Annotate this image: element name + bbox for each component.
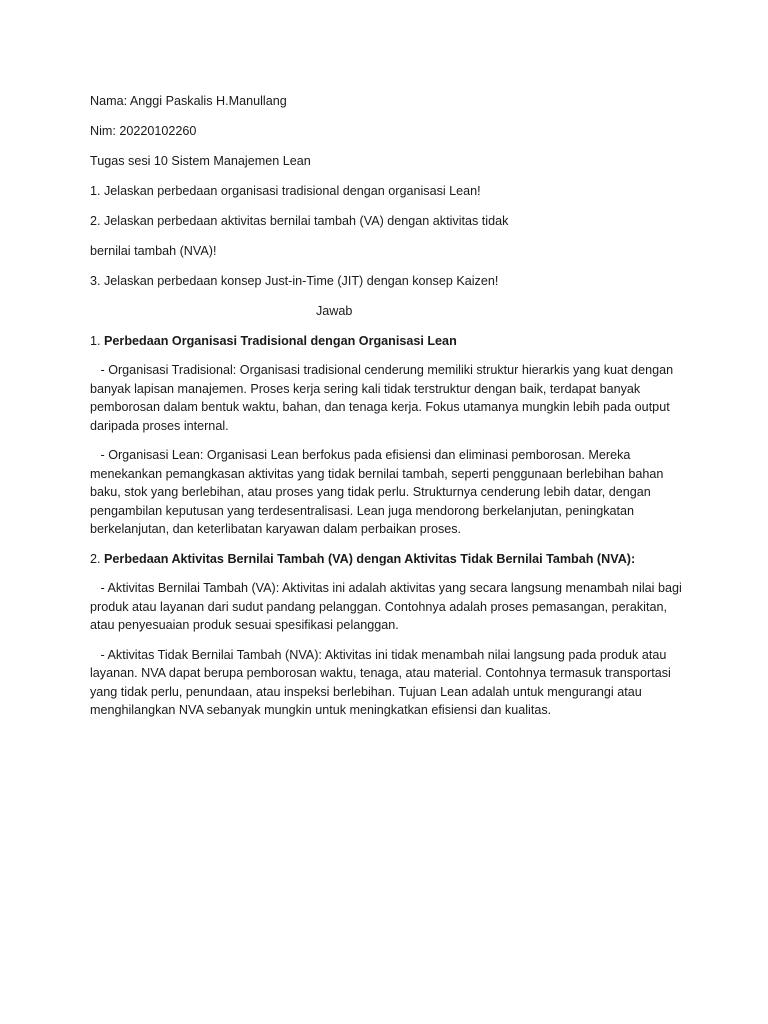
answer-heading: Jawab: [316, 304, 353, 318]
task-title: Tugas sesi 10 Sistem Manajemen Lean: [90, 154, 311, 168]
section-1-number: 1.: [90, 333, 101, 348]
section-2-paragraph-1: - Aktivitas Bernilai Tambah (VA): Aktivitas ini adalah aktivitas yang secara langsung menambah nilai bagi produk atau layanan dari sudut pandang pelanggan. Contohnya adalah proses pemasangan, perakitan, atau penyesuaian produk sesuai spesifikasi pelanggan.: [90, 581, 682, 632]
question-2-continued: bernilai tambah (NVA)!: [90, 244, 217, 258]
section-1-paragraph-2: - Organisasi Lean: Organisasi Lean berfokus pada efisiensi dan eliminasi pemborosan. Mereka menekankan pemangkasan aktivitas yang tidak bernilai tambah, seperti penggunaan berlebihan bahan baku, stok yang berlebihan, atau proses yang tidak perlu. Strukturnya cenderung lebih datar, dengan pengambilan keputusan yang terdesentralisasi. Lean juga mendorong berkelanjutan, peningkatan berkelanjutan, dan keterlibatan karyawan dalam perbaikan proses.: [90, 448, 664, 536]
section-2-paragraph-2: - Aktivitas Tidak Bernilai Tambah (NVA): Aktivitas ini tidak menambah nilai langsung pada produk atau layanan. NVA dapat berupa pemborosan waktu, tenaga, atau material. Contohnya termasuk transportasi yang tidak perlu, penundaan, atau inspeksi berlebihan. Tujuan Lean adalah untuk mengurangi atau menghilangkan NVA sebanyak mungkin untuk meningkatkan efisiensi dan kualitas.: [90, 647, 671, 717]
section-1-paragraph-1: - Organisasi Tradisional: Organisasi tradisional cenderung memiliki struktur hierarkis yang kuat dengan banyak lapisan manajemen. Proses kerja sering kali tidak terstruktur dengan baik, terdapat banyak pemborosan dalam bentuk waktu, bahan, dan tenaga kerja. Fokus utamanya mungkin lebih pada output daripada proses internal.: [90, 363, 674, 433]
section-2-title: [90, 550, 690, 569]
section-2-title-text: Perbedaan Aktivitas Bernilai Tambah (VA) dengan Aktivitas Tidak Bernilai Tambah (NVA):: [104, 551, 636, 566]
question-2: 2. Jelaskan perbedaan aktivitas bernilai tambah (VA) dengan aktivitas tidak: [90, 214, 509, 228]
question-1: 1. Jelaskan perbedaan organisasi tradisional dengan organisasi Lean!: [90, 184, 481, 198]
section-1-title-text: Perbedaan Organisasi Tradisional dengan Organisasi Lean: [104, 333, 457, 348]
section-2-number: 2.: [90, 551, 101, 566]
question-3: 3. Jelaskan perbedaan konsep Just-in-Time (JIT) dengan konsep Kaizen!: [90, 274, 499, 288]
student-nim: Nim: 20220102260: [90, 124, 197, 138]
student-name: Nama: Anggi Paskalis H.Manullang: [90, 94, 287, 108]
section-1-title: [90, 332, 690, 351]
document-page: [90, 92, 690, 731]
